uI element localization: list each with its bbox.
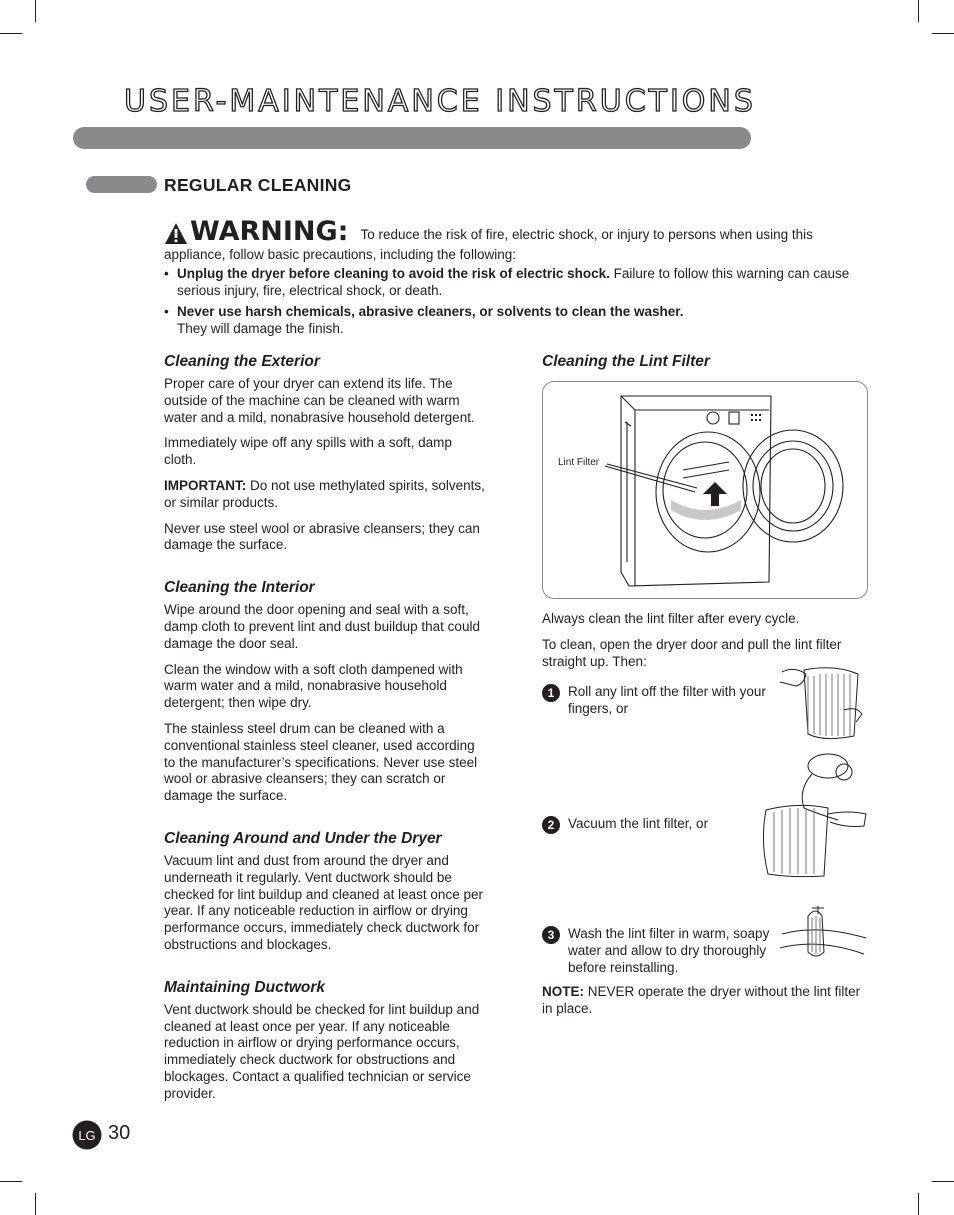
step-number: 2 [542,816,560,834]
left-column [164,353,494,1112]
crop-mark [918,1193,919,1215]
lint-paragraph: Always clean the lint filter after every cycle. [542,611,800,626]
wash-filter-illustration [778,904,868,974]
step-number: 3 [542,926,560,944]
warning-icon [164,222,188,246]
interior-paragraph: Wipe around the door opening and seal with a soft, damp cloth to prevent lint and dust buildup that could damage the door seal. [164,602,480,651]
warning-intro-end: appliance, follow basic precautions, including the following: [164,247,516,262]
exterior-important [164,478,494,512]
important-text: Do not use methylated spirits, solvents, or similar products. [164,477,485,510]
dryer-illustration [543,382,867,598]
lint-note [542,984,872,1018]
exterior-paragraph: Proper care of your dryer can extend its life. The outside of the machine can be cleaned with warm water and a mild, nonabrasive household detergent. [164,376,475,425]
warning-bullet-text: Failure to follow this warning can cause serious injury, fire, electrical shock, or death. [177,266,850,298]
warning-bullet-text: They will damage the finish. [177,321,344,336]
note-text: NEVER operate the dryer without the lint filter in place. [542,984,861,1017]
crop-mark [932,33,954,34]
exterior-paragraph: Immediately wipe off any spills with a soft, damp cloth. [164,435,452,468]
crop-mark [35,0,36,22]
note-label: NOTE: [542,984,584,1000]
exterior-paragraph: Never use steel wool or abrasive cleansers; they can damage the surface. [164,520,480,553]
warning-bullet-bold: Never use harsh chemicals, abrasive cleaners, or solvents to clean the washer. [177,304,684,319]
crop-mark [0,33,22,34]
page-number: 30 [108,1122,131,1144]
around-paragraph: Vacuum lint and dust from around the dryer and underneath it regularly. Vent ductwork should be checked for lint buildup and cleaned at least once per year. If any noticeable reduction in airflow or drying performance occurs, immediately check ductwork for obstructions and blockages. [164,852,483,952]
exterior-heading: Cleaning the Exterior [164,353,320,370]
section-title: REGULAR CLEANING [164,175,352,195]
lint-paragraph: To clean, open the dryer door and pull the lint filter straight up. Then: [542,636,842,669]
title-bar [73,127,751,149]
hand-roll-filter-illustration [774,662,864,742]
important-label: IMPORTANT: [164,477,247,493]
lg-logo-text: LG [78,1128,96,1143]
crop-mark [932,1181,954,1182]
page-title: USER-MAINTENANCE INSTRUCTIONS [124,84,756,119]
crop-mark [0,1181,22,1182]
lint-step [542,926,872,984]
warning-block [164,218,864,337]
vacuum-filter-illustration [758,750,868,880]
crop-mark [918,0,919,22]
warning-bullet-bold: Unplug the dryer before cleaning to avoid the risk of electric shock. [177,266,610,281]
step-text: Wash the lint filter in warm, soapy water and allow to dry thoroughly before reinstalling. [568,926,770,975]
crop-mark [35,1193,36,1215]
dryer-figure [542,381,868,599]
interior-paragraph: Clean the window with a soft cloth dampened with warm water and a mild, nonabrasive household detergent; then wipe dry. [164,661,463,711]
interior-paragraph: The stainless steel drum can be cleaned with a conventional stainless steel cleaner, used according to the manufacturer’s specifications. Never use steel wool or abrasive cleansers; they can scratch or damage the surface. [164,720,478,804]
lint-heading: Cleaning the Lint Filter [542,353,710,370]
section-pill [86,176,157,193]
warning-bullet: • Unplug the dryer before cleaning to avoid the risk of electric shock. Failure to follow this warning can cause serious injury, fire, electrical shock, or death. [164,266,850,298]
interior-heading: Cleaning the Interior [164,579,315,597]
ductwork-heading: Maintaining Ductwork [164,978,326,996]
warning-word: WARNING: [190,216,349,247]
step-number: 1 [542,684,560,702]
ductwork-paragraph: Vent ductwork should be checked for lint buildup and cleaned at least once per year. If any noticeable reduction in airflow or drying performance occurs, immediately check ductwork for obstructions and blockages. Contact a qualified technician or service provider. [164,1001,480,1101]
lg-logo-icon [72,1120,102,1150]
warning-intro-start: To reduce the risk of fire, electric shock, or injury to persons when using this [360,227,813,242]
step-text: Roll any lint off the filter with your fingers, or [568,684,766,717]
warning-bullet: • Never use harsh chemicals, abrasive cleaners, or solvents to clean the washer. They will damage the finish. [164,304,684,336]
step-text: Vacuum the lint filter, or [568,816,709,832]
right-column [542,353,872,1027]
around-heading: Cleaning Around and Under the Dryer [164,829,442,847]
lint-filter-label: Lint Filter [558,457,600,468]
